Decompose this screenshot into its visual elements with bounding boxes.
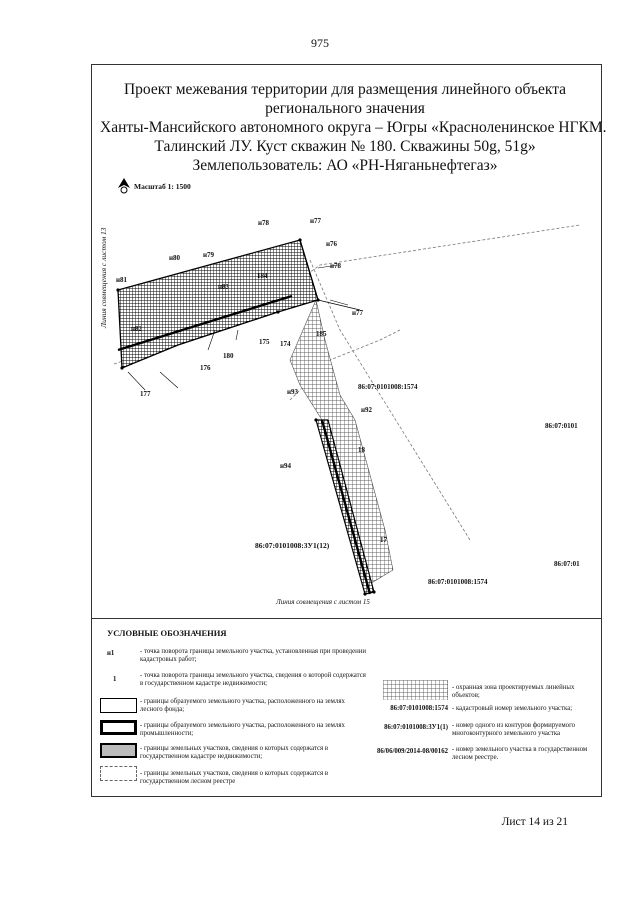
title-line: Проект межевания территории для размещения линейного объекта <box>123 81 567 98</box>
legend-code: 86/06/009/2014-08/00162 <box>377 748 448 755</box>
point-label: н77 <box>352 309 364 317</box>
point-label: 180 <box>223 352 234 360</box>
legend-text: - границы земельных участков, сведения о которых содержатся в государственном лесном реестре <box>140 770 329 785</box>
point-label: н94 <box>280 462 292 470</box>
legend-cadastre-swatch <box>100 743 137 758</box>
title-line: Талинский ЛУ. Куст скважин № 180. Скважины 50g, 51g» <box>154 138 536 155</box>
legend-forest-registry-swatch <box>100 766 137 781</box>
legend-symbol: 1 <box>113 676 117 683</box>
legend-symbol: н1 <box>107 650 115 657</box>
point-label: н93 <box>287 388 299 396</box>
point-label: 184 <box>257 272 268 280</box>
legend-text: - точка поворота границы земельного участка, установленная при проведении кадастровых работ; <box>140 648 367 663</box>
bottom-label: Линия совмещения с листом 15 <box>276 598 370 606</box>
side-label-left: Линия совмещения с листом 13 <box>99 227 108 328</box>
point-label: н92 <box>361 406 373 414</box>
sheet-number: Лист 14 из 21 <box>501 816 568 828</box>
legend-text: - точка поворота границы земельного участка, сведения о которой содержатся в государственном кадастре недвижимости; <box>140 672 366 687</box>
point-label: н83 <box>218 283 230 291</box>
title-line: регионального значения <box>265 100 425 117</box>
point-label: н79 <box>203 251 215 259</box>
point-label: н81 <box>116 276 128 284</box>
legend-protection-zone-swatch <box>383 680 448 700</box>
point-label: 175 <box>259 338 270 346</box>
legend-code: 86:07:0101008:1574 <box>390 705 448 712</box>
cadastral-number: 86:07:0101008:1574 <box>428 578 488 586</box>
point-label: н76 <box>326 240 338 248</box>
legend-code: 86:07:0101008:3У1(1) <box>384 724 448 731</box>
point-label: н80 <box>169 254 181 262</box>
legend-text: - границы образуемого земельного участка, расположенного на землях промышленности; <box>140 722 345 737</box>
legend-text: - номер одного из контуров формируемого многоконтурного земельного участка <box>452 722 576 737</box>
cadastral-number: 86:07:0101 <box>545 422 578 430</box>
title-line: Ханты-Мансийского автономного округа – Югры «Красноленинское НГКМ. <box>100 119 607 136</box>
point-label: 18 <box>358 446 365 454</box>
point-label: 174 <box>280 340 291 348</box>
legend-text: - охранная зона проектируемых линейных объектов; <box>452 684 575 699</box>
point-label: н82 <box>131 325 143 333</box>
point-label: н78 <box>258 219 270 227</box>
point-label: 176 <box>200 364 211 372</box>
point-label: 17 <box>380 536 387 544</box>
legend-text: - номер земельного участка в государственном лесном реестре. <box>452 746 588 761</box>
page-number: 975 <box>311 36 329 50</box>
legend-text: - границы образуемого земельного участка, расположенного на землях лесного фонда; <box>140 698 345 713</box>
legend-industry-plot-swatch <box>100 720 137 735</box>
land-plot-forest-fund <box>118 240 318 368</box>
point-label: 177 <box>140 390 151 398</box>
legend-text: - границы земельных участков, сведения о которых содержатся в государственном кадастре недвижимости; <box>140 745 329 760</box>
scale-label: Масштаб 1: 1500 <box>134 182 191 191</box>
point-label: н77 <box>310 217 322 225</box>
point-label: н78 <box>330 262 342 270</box>
legend-text: - кадастровый номер земельного участка; <box>452 705 573 712</box>
cadastral-number: 86:07:01 <box>554 560 580 568</box>
legend-title: УСЛОВНЫЕ ОБОЗНАЧЕНИЯ <box>107 628 227 638</box>
plot-contour-number: 86:07:0101008:3У1(12) <box>255 541 330 550</box>
cadastral-number: 86:07:0101008:1574 <box>358 383 418 391</box>
point-label: 185 <box>316 330 327 338</box>
title-line: Землепользователь: АО «РН-Няганьнефтегаз» <box>192 157 498 174</box>
legend-forest-plot-swatch <box>100 698 137 713</box>
